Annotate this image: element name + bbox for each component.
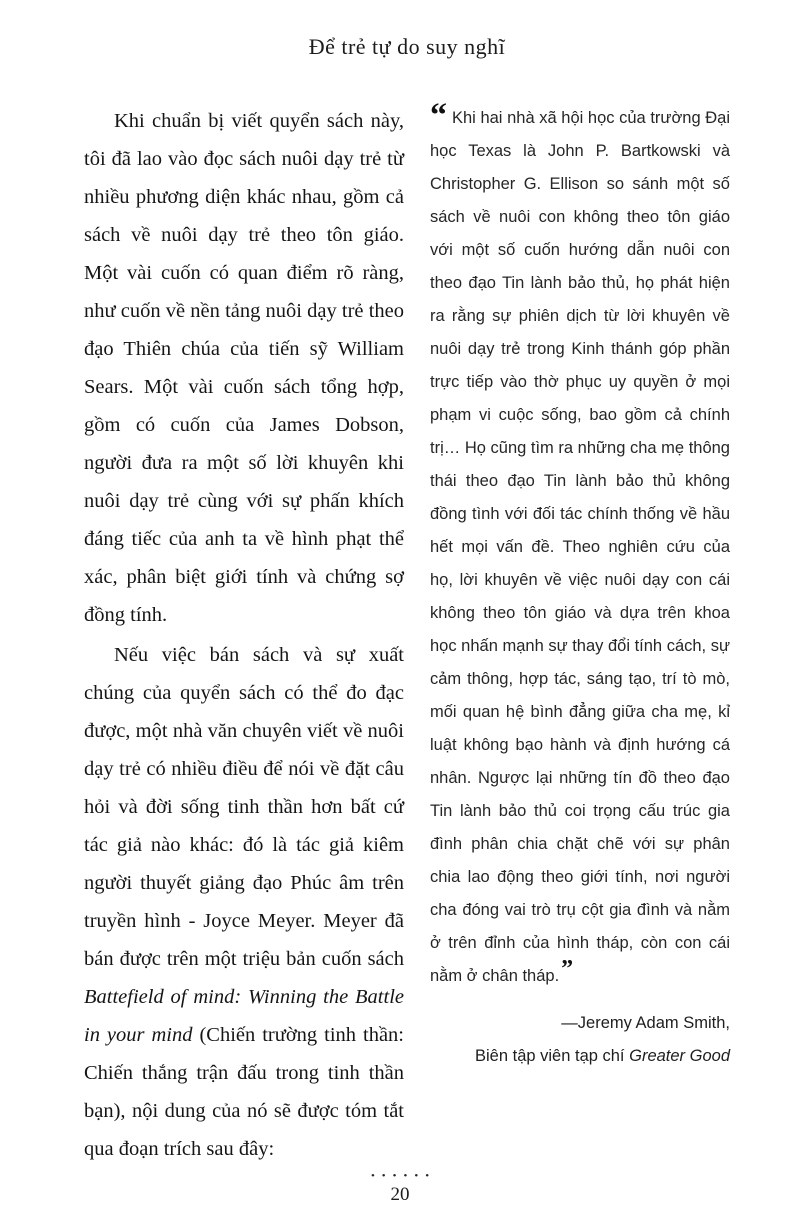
paragraph-1-text: Khi chuẩn bị viết quyển sách này, tôi đã lao vào đọc sách nuôi dạy trẻ từ nhiều phương diện khác nhau, gồm cả sách về nuôi dạy trẻ theo tôn giáo. Một vài cuốn có quan điểm rõ ràng, như cuốn về nền tảng nuôi dạy trẻ theo đạo Thiên chúa của tiến sỹ William Sears. Một vài cuốn sách tổng hợp, gồm có cuốn của James Dobson, người đưa ra một số lời khuyên khi nuôi dạy trẻ cùng với sự phấn khích đáng tiếc của anh ta về hình phạt thể xác, phân biệt giới tính và chứng sợ đồng tính.	[84, 110, 404, 626]
footer-dots-ornament: ••••••	[370, 1170, 437, 1182]
magazine-title-italic: Greater Good	[629, 1047, 730, 1065]
opening-quote-icon: “	[430, 97, 447, 134]
right-column	[430, 97, 731, 1073]
paragraph-2-text-end: (Chiến trường tinh thần: Chiến thắng trận đấu trong tinh thần bạn), nội dung của nó sẽ được tóm tắt qua đoạn trích sau đây:	[84, 1024, 404, 1160]
page-number: 20	[390, 1184, 410, 1205]
paragraph-1	[84, 102, 404, 634]
quote-paragraph	[430, 97, 731, 993]
quote-text: Khi hai nhà xã hội học của trường Đại học Texas là John P. Bartkowski và Christopher G. Ellison so sánh một số sách về nuôi con không theo tôn giáo với một số cuốn hướng dẫn nuôi con theo đạo Tin lành bảo thủ, họ phát hiện ra rằng sự phiên dịch từ lời khuyên về nuôi dạy trẻ trong Kinh thánh góp phần trực tiếp vào thờ phục uy quyền ở mọi phạm vi cuộc sống, bao gồm cả chính trị… Họ cũng tìm ra những cha mẹ thông thái theo đạo Tin lành bảo thủ không đồng tình với đối tác chính thống về hầu hết mọi vấn đề. Theo nghiên cứu của họ, lời khuyên về việc nuôi dạy con cái không theo tôn giáo và dựa trên khoa học nhấn mạnh sự thay đổi tính cách, sự cảm thông, hợp tác, sáng tạo, trí tò mò, mối quan hệ bình đẳng giữa cha mẹ, kỉ luật không bạo hành và định hướng cá nhân. Ngược lại những tín đồ theo đạo Tin lành bảo thủ coi trọng cấu trúc gia đình phân chia chặt chẽ với sự phân chia lao động theo giới tính, nơi người cha đóng vai trò trụ cột gia đình và nằm ở trên đỉnh của hình tháp, còn con cái nằm ở chân tháp.	[430, 109, 731, 985]
page-title: Để trẻ tự do suy nghĩ	[308, 34, 506, 59]
paragraph-2-text-start: Nếu việc bán sách và sự xuất chúng của quyển sách có thể đo đạc được, một nhà văn chuyên viết về nuôi dạy trẻ có nhiều điều để nói về đặt câu hỏi và đời sống tinh thần hơn bất cứ tác giả nào khác: đó là tác giả kiêm người thuyết giảng đạo Phúc âm trên truyền hình - Joyce Meyer. Meyer đã bán được trên một triệu bản cuốn sách	[84, 644, 404, 970]
quote-attribution	[430, 1007, 730, 1073]
closing-quote-icon: ”	[561, 956, 574, 982]
two-column-layout	[84, 97, 731, 1168]
paragraph-2	[84, 636, 404, 1168]
book-title-italic: Battefield of mind: Winning the Battle in your mind	[84, 986, 404, 1046]
left-column	[84, 102, 404, 1168]
page-footer	[0, 1169, 800, 1207]
attribution-author: —Jeremy Adam Smith,	[561, 1014, 730, 1032]
attribution-role: Biên tập viên tạp chí	[475, 1047, 630, 1065]
